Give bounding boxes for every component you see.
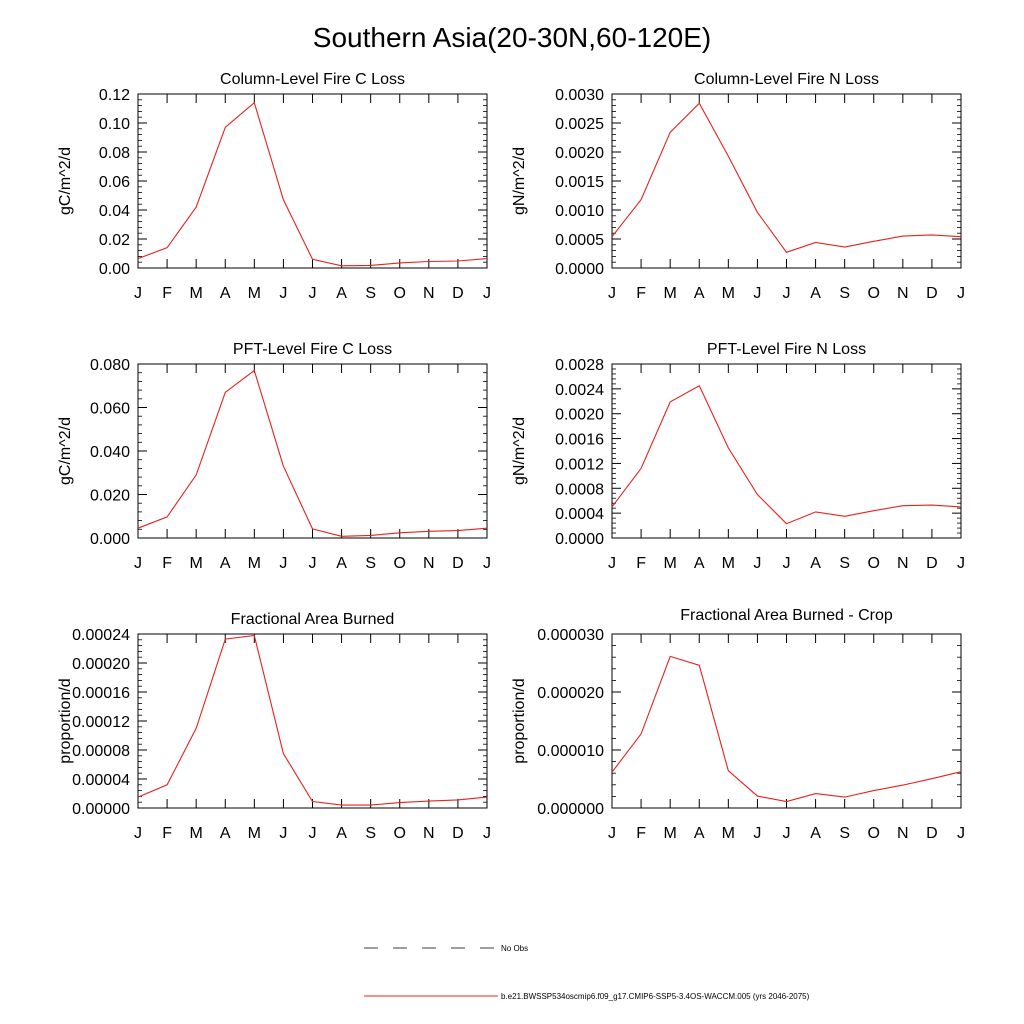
x-tick-label: F bbox=[636, 285, 646, 302]
x-tick-label: J bbox=[134, 825, 142, 842]
x-tick-label: A bbox=[219, 285, 231, 302]
x-tick-label: S bbox=[365, 555, 377, 572]
x-tick-label: A bbox=[810, 555, 821, 572]
x-tick-label: O bbox=[393, 555, 406, 572]
x-tick-label: J bbox=[957, 285, 965, 302]
x-tick-label: J bbox=[483, 825, 491, 842]
figure-title: Southern Asia(20-30N,60-120E) bbox=[312, 22, 712, 53]
x-tick-label: M bbox=[721, 285, 735, 302]
x-tick-label: A bbox=[219, 555, 231, 572]
y-tick-label: 0.0016 bbox=[555, 431, 604, 449]
panel-title: Column-Level Fire C Loss bbox=[220, 71, 405, 88]
x-tick-label: A bbox=[810, 285, 821, 302]
x-tick-label: O bbox=[867, 285, 880, 302]
x-tick-label: D bbox=[452, 825, 464, 842]
x-tick-label: F bbox=[162, 555, 172, 572]
x-tick-label: S bbox=[839, 285, 851, 302]
x-tick-label: F bbox=[636, 555, 646, 572]
y-tick-label: 0.0028 bbox=[555, 357, 604, 374]
x-tick-label: J bbox=[608, 825, 616, 842]
y-tick-label: 0.060 bbox=[89, 400, 130, 418]
panel-title: Column-Level Fire N Loss bbox=[694, 71, 879, 88]
y-axis-label: gC/m^2/d bbox=[57, 417, 74, 485]
y-axis-label: proportion/d bbox=[57, 678, 74, 764]
y-tick-label: 0.0024 bbox=[555, 381, 604, 399]
x-tick-label: A bbox=[219, 825, 231, 842]
x-tick-label: J bbox=[782, 285, 791, 302]
y-tick-label: 0.00020 bbox=[72, 656, 130, 673]
y-tick-label: 0.0012 bbox=[555, 456, 604, 474]
y-tick-label: 0.0030 bbox=[555, 87, 604, 104]
y-axis-label: proportion/d bbox=[511, 678, 528, 764]
legend-model-label: b.e21.BWSSP534oscmip6.f09_g17.CMIP6-SSP5-3.4OS-WACCM.005 (yrs 2046-2075) bbox=[501, 992, 810, 1001]
y-tick-label: 0.000030 bbox=[537, 627, 604, 644]
y-tick-label: 0.00024 bbox=[72, 627, 130, 644]
y-tick-label: 0.0000 bbox=[555, 261, 604, 278]
y-tick-label: 0.00016 bbox=[72, 685, 130, 702]
panel-title: PFT-Level Fire C Loss bbox=[232, 341, 393, 358]
x-tick-label: D bbox=[926, 555, 938, 572]
y-tick-label: 0.0015 bbox=[555, 174, 604, 191]
y-tick-label: 0.0020 bbox=[555, 406, 604, 424]
x-tick-label: J bbox=[279, 825, 288, 842]
y-axis-label: gN/m^2/d bbox=[511, 417, 528, 485]
y-tick-label: 0.00012 bbox=[72, 714, 130, 731]
x-tick-label: O bbox=[393, 285, 406, 302]
y-tick-label: 0.00004 bbox=[72, 772, 130, 789]
x-tick-label: S bbox=[365, 825, 377, 842]
x-tick-label: A bbox=[693, 285, 705, 302]
x-tick-label: A bbox=[336, 555, 347, 572]
x-tick-label: M bbox=[663, 555, 677, 572]
panel-title: Fractional Area Burned - Crop bbox=[680, 607, 893, 624]
x-tick-label: M bbox=[247, 825, 261, 842]
x-tick-label: M bbox=[721, 555, 735, 572]
x-tick-label: F bbox=[162, 825, 172, 842]
x-tick-label: M bbox=[721, 825, 735, 842]
x-tick-label: J bbox=[782, 555, 791, 572]
y-tick-label: 0.00008 bbox=[72, 743, 130, 760]
x-tick-label: A bbox=[810, 825, 821, 842]
x-tick-label: J bbox=[608, 285, 616, 302]
x-tick-label: J bbox=[957, 555, 965, 572]
x-tick-label: J bbox=[483, 555, 491, 572]
x-tick-label: A bbox=[693, 825, 705, 842]
x-tick-label: N bbox=[897, 825, 909, 842]
x-tick-label: N bbox=[423, 825, 435, 842]
x-tick-label: J bbox=[608, 555, 616, 572]
y-tick-label: 0.00 bbox=[98, 261, 130, 278]
x-tick-label: M bbox=[189, 825, 203, 842]
x-tick-label: F bbox=[162, 285, 172, 302]
x-tick-label: J bbox=[308, 555, 317, 572]
y-tick-label: 0.000000 bbox=[537, 801, 604, 818]
x-tick-label: S bbox=[365, 285, 377, 302]
x-tick-label: O bbox=[867, 555, 880, 572]
x-tick-label: J bbox=[782, 825, 791, 842]
y-axis-label: gN/m^2/d bbox=[511, 147, 528, 215]
x-tick-label: D bbox=[452, 555, 464, 572]
panel-title: Fractional Area Burned bbox=[230, 611, 395, 628]
x-tick-label: M bbox=[247, 285, 261, 302]
y-tick-label: 0.0020 bbox=[555, 145, 604, 162]
y-tick-label: 0.02 bbox=[98, 232, 130, 249]
y-tick-label: 0.08 bbox=[98, 145, 130, 162]
x-tick-label: M bbox=[663, 825, 677, 842]
x-tick-label: J bbox=[753, 555, 762, 572]
x-tick-label: A bbox=[693, 555, 705, 572]
x-tick-label: D bbox=[452, 285, 464, 302]
y-tick-label: 0.080 bbox=[89, 357, 130, 374]
y-tick-label: 0.040 bbox=[89, 444, 130, 461]
x-tick-label: J bbox=[279, 285, 288, 302]
y-tick-label: 0.04 bbox=[98, 203, 130, 220]
x-tick-label: J bbox=[279, 555, 288, 572]
x-tick-label: M bbox=[663, 285, 677, 302]
y-tick-label: 0.0025 bbox=[555, 116, 604, 133]
x-tick-label: J bbox=[957, 825, 965, 842]
x-tick-label: J bbox=[134, 555, 142, 572]
x-tick-label: J bbox=[753, 825, 762, 842]
x-tick-label: J bbox=[308, 285, 317, 302]
x-tick-label: S bbox=[839, 555, 851, 572]
x-tick-label: N bbox=[897, 285, 909, 302]
panel-title: PFT-Level Fire N Loss bbox=[706, 341, 867, 358]
y-tick-label: 0.020 bbox=[89, 487, 130, 505]
legend-obs-label: No Obs bbox=[501, 944, 529, 953]
y-tick-label: 0.0000 bbox=[555, 531, 604, 548]
x-tick-label: J bbox=[483, 285, 491, 302]
y-tick-label: 0.0005 bbox=[555, 232, 604, 249]
x-tick-label: J bbox=[308, 825, 317, 842]
x-tick-label: M bbox=[189, 555, 203, 572]
x-tick-label: F bbox=[636, 825, 646, 842]
x-tick-label: S bbox=[839, 825, 851, 842]
x-tick-label: N bbox=[897, 555, 909, 572]
y-tick-label: 0.12 bbox=[98, 87, 130, 104]
x-tick-label: D bbox=[926, 285, 938, 302]
x-tick-label: D bbox=[926, 825, 938, 842]
y-tick-label: 0.000020 bbox=[537, 685, 604, 702]
x-tick-label: A bbox=[336, 825, 347, 842]
x-tick-label: N bbox=[423, 285, 435, 302]
y-tick-label: 0.06 bbox=[98, 174, 130, 191]
y-axis-label: gC/m^2/d bbox=[57, 147, 74, 215]
y-tick-label: 0.000 bbox=[89, 531, 130, 548]
x-tick-label: O bbox=[393, 825, 406, 842]
x-tick-label: M bbox=[189, 285, 203, 302]
x-tick-label: A bbox=[336, 285, 347, 302]
y-tick-label: 0.0008 bbox=[555, 481, 604, 499]
x-tick-label: N bbox=[423, 555, 435, 572]
y-tick-label: 0.0004 bbox=[555, 506, 604, 524]
x-tick-label: O bbox=[867, 825, 880, 842]
x-tick-label: J bbox=[753, 285, 762, 302]
x-tick-label: M bbox=[247, 555, 261, 572]
y-tick-label: 0.00000 bbox=[72, 801, 130, 818]
y-tick-label: 0.10 bbox=[98, 116, 130, 133]
y-tick-label: 0.0010 bbox=[555, 203, 604, 220]
x-tick-label: J bbox=[134, 285, 142, 302]
y-tick-label: 0.000010 bbox=[537, 743, 604, 760]
